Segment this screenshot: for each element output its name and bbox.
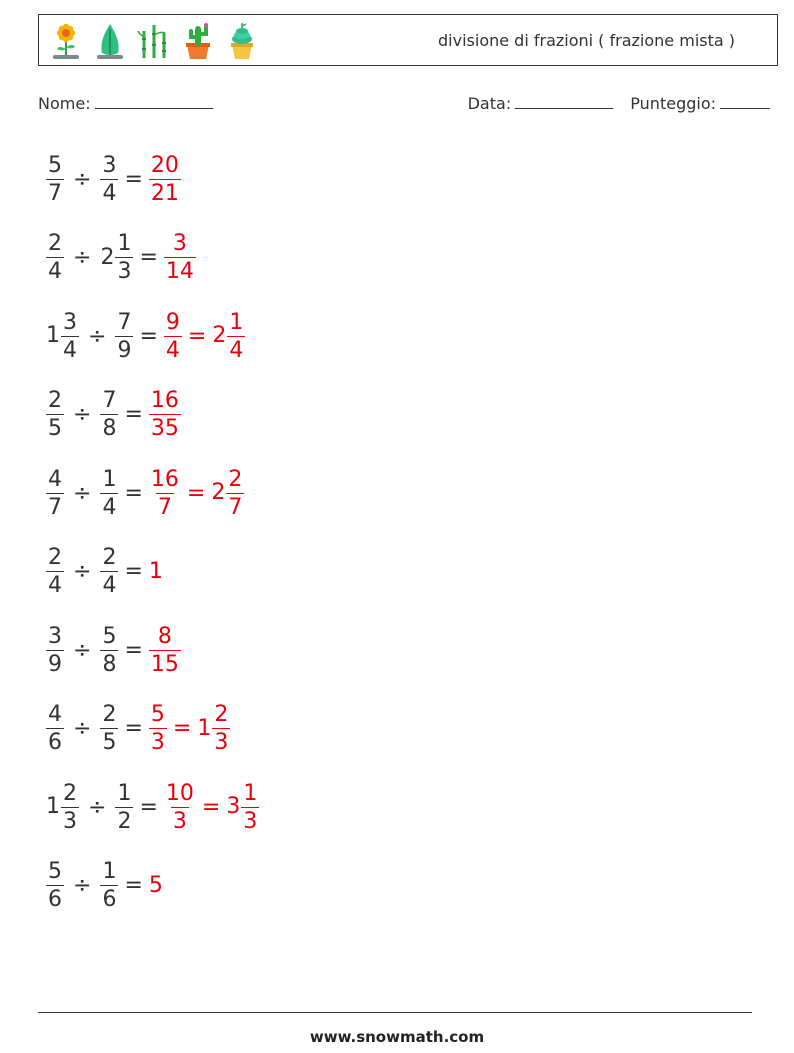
divide-sign: ÷ xyxy=(73,166,92,192)
numerator: 2 xyxy=(63,780,77,806)
denominator: 6 xyxy=(48,887,62,913)
numerator: 5 xyxy=(102,623,117,649)
numerator: 4 xyxy=(48,466,62,492)
fraction xyxy=(100,544,118,599)
mixed-number xyxy=(149,387,181,442)
denominator: 8 xyxy=(102,651,117,677)
divide-sign: ÷ xyxy=(73,637,92,663)
problem-row xyxy=(46,140,259,219)
mixed-number xyxy=(100,466,118,521)
denominator: 6 xyxy=(48,730,62,756)
fraction xyxy=(164,230,196,285)
numerator: 2 xyxy=(102,545,117,571)
equals-sign: = xyxy=(124,873,143,899)
fraction xyxy=(46,544,64,599)
answer xyxy=(149,701,230,756)
numerator: 2 xyxy=(48,388,62,414)
mixed-number xyxy=(211,466,244,521)
denominator: 9 xyxy=(48,651,62,677)
mixed-number xyxy=(149,701,167,756)
mixed-number xyxy=(46,230,64,285)
numerator: 3 xyxy=(63,309,77,335)
equals-sign: = xyxy=(187,323,207,349)
denominator: 15 xyxy=(150,651,179,677)
denominator: 7 xyxy=(48,180,62,206)
answer-integer: 1 xyxy=(148,558,163,584)
mixed-number xyxy=(115,780,133,835)
problem-row xyxy=(46,847,259,926)
numerator: 5 xyxy=(150,702,165,728)
answer xyxy=(149,387,181,442)
problem-row xyxy=(46,297,259,376)
denominator: 9 xyxy=(117,337,132,363)
mixed-number xyxy=(46,309,79,364)
denominator: 4 xyxy=(102,573,117,599)
divide-sign: ÷ xyxy=(73,402,92,428)
denominator: 4 xyxy=(48,259,62,285)
mixed-number xyxy=(46,701,64,756)
equals-sign: = xyxy=(124,480,143,506)
denominator: 3 xyxy=(243,808,258,834)
problem-row xyxy=(46,533,259,612)
whole-part: 1 xyxy=(46,794,60,820)
numerator: 4 xyxy=(48,702,62,728)
numerator: 16 xyxy=(150,388,179,414)
problem-row xyxy=(46,376,259,455)
answer-integer: 5 xyxy=(148,872,163,898)
numerator: 20 xyxy=(150,152,179,178)
name-blank[interactable] xyxy=(95,94,213,109)
divide-sign: ÷ xyxy=(73,716,92,742)
mixed-number xyxy=(115,309,133,364)
mixed-number xyxy=(46,152,64,207)
mixed-number xyxy=(100,387,118,442)
mixed-number xyxy=(100,858,118,913)
mixed-number xyxy=(149,466,181,521)
divide-sign: ÷ xyxy=(88,323,107,349)
whole-part: 1 xyxy=(46,323,60,349)
numerator: 1 xyxy=(102,466,117,492)
denominator: 4 xyxy=(102,180,117,206)
worksheet-title: divisione di frazioni ( frazione mista ) xyxy=(438,31,735,50)
equals-sign: = xyxy=(201,794,221,820)
equals-sign: = xyxy=(172,716,192,742)
equals-sign: = xyxy=(139,323,158,349)
mixed-number xyxy=(164,230,196,285)
mixed-number xyxy=(149,152,181,207)
potted-plant-icon xyxy=(223,21,261,61)
denominator: 2 xyxy=(117,808,132,834)
leaf-plant-icon xyxy=(91,21,129,61)
answer xyxy=(164,230,196,285)
numerator: 16 xyxy=(150,466,179,492)
problem-row xyxy=(46,690,259,769)
mixed-number xyxy=(197,701,230,756)
fraction xyxy=(100,387,118,442)
equals-sign: = xyxy=(124,402,143,428)
cactus-pot-icon xyxy=(179,21,217,61)
fraction xyxy=(46,152,64,207)
whole-part: 2 xyxy=(211,480,226,506)
fraction xyxy=(212,701,230,756)
fraction xyxy=(46,230,64,285)
numerator: 1 xyxy=(117,780,132,806)
fraction xyxy=(46,858,64,913)
answer xyxy=(164,780,259,835)
problem-row xyxy=(46,454,259,533)
answer xyxy=(149,623,181,678)
footer-url: www.snowmath.com xyxy=(309,1028,485,1046)
fraction xyxy=(46,387,64,442)
denominator: 4 xyxy=(229,337,244,363)
divide-sign: ÷ xyxy=(73,480,92,506)
mixed-number xyxy=(149,623,181,678)
date-label: Data: xyxy=(467,94,512,113)
equals-sign: = xyxy=(124,166,143,192)
fraction xyxy=(61,780,79,835)
mixed-number xyxy=(212,309,245,364)
divide-sign: ÷ xyxy=(73,559,92,585)
denominator: 4 xyxy=(165,337,180,363)
equals-sign: = xyxy=(139,245,158,271)
numerator: 1 xyxy=(117,231,132,257)
fraction xyxy=(164,780,196,835)
mixed-number xyxy=(46,858,64,913)
mixed-number xyxy=(46,466,64,521)
answer xyxy=(149,466,244,521)
whole-part: 2 xyxy=(212,323,227,349)
fraction xyxy=(115,309,133,364)
equals-sign: = xyxy=(124,559,143,585)
mixed-number xyxy=(46,623,64,678)
fraction xyxy=(46,701,64,756)
numerator: 1 xyxy=(229,309,244,335)
mixed-number xyxy=(46,544,64,599)
numerator: 3 xyxy=(172,231,187,257)
numerator: 8 xyxy=(157,623,172,649)
denominator: 3 xyxy=(150,730,165,756)
denominator: 7 xyxy=(48,494,62,520)
header-box xyxy=(38,14,778,66)
problem-row xyxy=(46,611,259,690)
equals-sign: = xyxy=(124,716,143,742)
denominator: 5 xyxy=(48,416,62,442)
icon-strip xyxy=(47,21,261,61)
mixed-number xyxy=(46,780,79,835)
denominator: 5 xyxy=(102,730,117,756)
whole-part: 3 xyxy=(226,794,241,820)
equals-sign: = xyxy=(124,637,143,663)
denominator: 3 xyxy=(117,259,132,285)
fraction xyxy=(149,623,181,678)
whole-part: 1 xyxy=(197,715,212,741)
denominator: 8 xyxy=(102,416,117,442)
fraction xyxy=(226,466,244,521)
fraction xyxy=(100,701,118,756)
equals-sign: = xyxy=(139,794,158,820)
numerator: 2 xyxy=(102,702,117,728)
fraction xyxy=(164,309,182,364)
fraction xyxy=(100,466,118,521)
denominator: 4 xyxy=(63,337,77,363)
denominator: 7 xyxy=(228,494,243,520)
answer xyxy=(148,558,164,584)
answer xyxy=(149,152,181,207)
denominator: 14 xyxy=(165,259,194,285)
numerator: 3 xyxy=(102,152,117,178)
numerator: 2 xyxy=(48,231,62,257)
mixed-number xyxy=(164,780,196,835)
numerator: 7 xyxy=(102,388,117,414)
name-label: Nome: xyxy=(38,94,91,113)
numerator: 5 xyxy=(48,859,62,885)
fraction xyxy=(100,858,118,913)
mixed-number xyxy=(164,309,182,364)
mixed-number xyxy=(100,623,118,678)
fraction xyxy=(149,466,181,521)
date-blank[interactable] xyxy=(515,94,613,109)
denominator: 6 xyxy=(102,887,117,913)
name-field xyxy=(38,94,213,113)
fraction xyxy=(115,230,133,285)
fraction xyxy=(46,623,64,678)
numerator: 7 xyxy=(117,309,132,335)
numerator: 2 xyxy=(214,702,229,728)
denominator: 21 xyxy=(150,180,179,206)
fraction xyxy=(100,623,118,678)
divide-sign: ÷ xyxy=(88,794,107,820)
fraction xyxy=(61,309,79,364)
fraction xyxy=(227,309,245,364)
footer-divider xyxy=(38,1012,752,1013)
fraction xyxy=(115,780,133,835)
fraction xyxy=(100,152,118,207)
mixed-number xyxy=(100,152,118,207)
denominator: 4 xyxy=(102,494,117,520)
date-score-fields xyxy=(468,94,770,113)
numerator: 2 xyxy=(228,466,243,492)
denominator: 7 xyxy=(157,494,172,520)
equals-sign: = xyxy=(186,480,206,506)
numerator: 2 xyxy=(48,545,62,571)
numerator: 1 xyxy=(243,780,258,806)
mixed-number xyxy=(100,544,118,599)
fraction xyxy=(149,701,167,756)
score-blank[interactable] xyxy=(720,94,770,109)
problem-list xyxy=(46,140,259,925)
denominator: 4 xyxy=(48,573,62,599)
fraction xyxy=(149,387,181,442)
mixed-number xyxy=(100,701,118,756)
whole-part: 2 xyxy=(100,244,115,270)
problem-row xyxy=(46,768,259,847)
sunflower-icon xyxy=(47,21,85,61)
fraction xyxy=(149,152,181,207)
numerator: 1 xyxy=(102,859,117,885)
fraction xyxy=(241,780,259,835)
answer xyxy=(164,309,245,364)
numerator: 5 xyxy=(48,152,62,178)
numerator: 10 xyxy=(165,780,194,806)
mixed-number xyxy=(100,230,133,285)
denominator: 3 xyxy=(214,730,229,756)
divide-sign: ÷ xyxy=(73,245,92,271)
denominator: 35 xyxy=(150,416,179,442)
score-label: Punteggio: xyxy=(630,94,716,113)
divide-sign: ÷ xyxy=(73,873,92,899)
mixed-number xyxy=(226,780,259,835)
numerator: 9 xyxy=(165,309,180,335)
fraction xyxy=(46,466,64,521)
numerator: 3 xyxy=(48,623,62,649)
denominator: 3 xyxy=(63,808,77,834)
problem-row xyxy=(46,219,259,298)
mixed-number xyxy=(46,387,64,442)
denominator: 3 xyxy=(172,808,187,834)
answer xyxy=(148,872,164,898)
bamboo-icon xyxy=(135,21,173,61)
